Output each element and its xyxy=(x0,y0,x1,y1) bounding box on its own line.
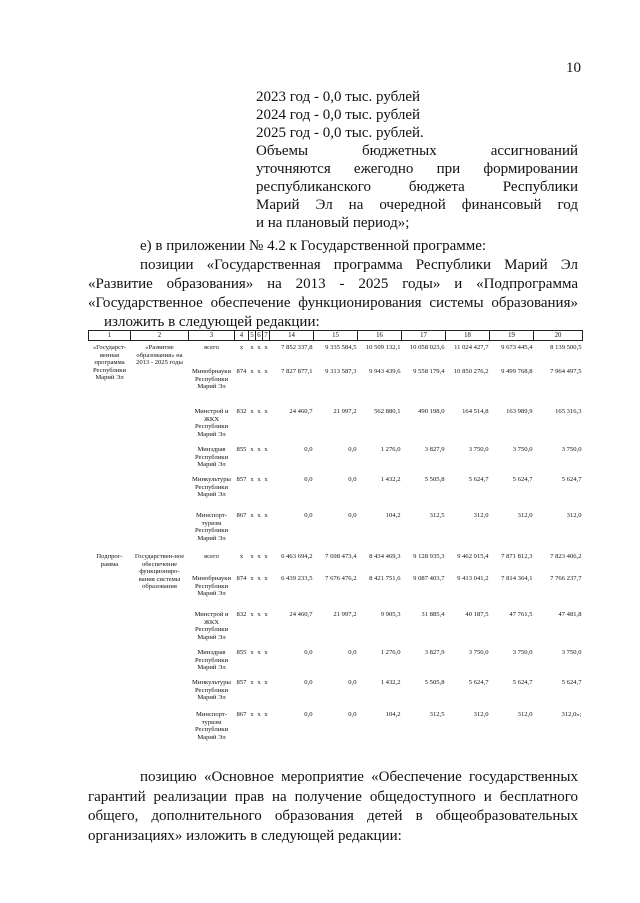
amount-cell: 164 514,8 xyxy=(462,408,489,415)
amount-cell: 8 434 469,3 xyxy=(369,553,401,560)
code-cell: х xyxy=(250,368,254,375)
code-cell: х xyxy=(264,408,268,415)
amount-cell: 3 750,0 xyxy=(561,446,582,453)
amount-cell: 104,2 xyxy=(385,512,401,519)
intro-line: е) в приложении № 4.2 к Государственной программе: xyxy=(140,238,487,254)
intro-paragraph xyxy=(88,237,578,332)
table-row xyxy=(89,553,583,575)
amount-cell: 1 432,2 xyxy=(380,476,401,483)
code-cell: 874 xyxy=(236,368,247,375)
amount-cell: 7 823 406,2 xyxy=(550,553,582,560)
amount-cell: 7 827 877,1 xyxy=(281,368,313,375)
program-name-cell: Государствен-ное обеспечение функциониро-вания системы образования xyxy=(134,553,185,591)
budget-note-line: Объемы бюджетных ассигнований xyxy=(256,143,578,159)
code-cell: х xyxy=(257,679,261,686)
amount-cell: 312,0 xyxy=(517,711,533,718)
code-cell: х xyxy=(250,649,254,656)
column-header: 1 xyxy=(89,331,131,341)
code-cell: х xyxy=(257,344,261,351)
responsible-cell: Минздрав Республики Марий Эл xyxy=(194,446,229,469)
responsible-cell: Минстрой и ЖКХ Республики Марий Эл xyxy=(194,611,229,641)
budget-line: 2023 год - 0,0 тыс. рублей xyxy=(256,89,421,105)
code-cell: 867 xyxy=(236,512,247,519)
amount-cell: 104,2 xyxy=(385,711,401,718)
amount-cell: 0,0 xyxy=(304,649,313,656)
amount-cell: 0,0 xyxy=(348,711,357,718)
code-cell: х xyxy=(257,611,261,618)
code-cell: х xyxy=(264,679,268,686)
code-cell: 874 xyxy=(236,575,247,582)
amount-cell: 1 432,2 xyxy=(380,679,401,686)
amount-cell: 5 624,7 xyxy=(561,679,582,686)
amount-cell: 5 505,8 xyxy=(424,476,445,483)
code-cell: х xyxy=(250,711,254,718)
code-cell: х xyxy=(257,408,261,415)
amount-cell: 7 871 812,3 xyxy=(501,553,533,560)
closing-paragraph xyxy=(88,768,578,846)
amount-cell: 9 499 768,8 xyxy=(501,368,533,375)
code-cell: х xyxy=(239,344,244,351)
amount-cell: 312,5 xyxy=(429,711,445,718)
closing-line: организациях» изложить в следующей редакции: xyxy=(88,827,402,844)
amount-cell: 0,0 xyxy=(348,649,357,656)
column-header: 16 xyxy=(358,331,402,341)
code-cell: х xyxy=(264,553,268,560)
page-number: 10 xyxy=(566,60,581,76)
amount-cell: 9 673 445,4 xyxy=(501,344,533,351)
code-cell: х xyxy=(264,649,268,656)
amount-cell: 312,0 xyxy=(566,512,582,519)
column-header: 3 xyxy=(189,331,235,341)
code-cell: х xyxy=(264,476,268,483)
column-header: 18 xyxy=(446,331,490,341)
code-cell: х xyxy=(250,553,254,560)
program-level-cell: Подпрог-рамма xyxy=(96,553,123,568)
code-cell: 867 xyxy=(236,711,247,718)
amount-cell: 7 814 364,1 xyxy=(501,575,533,582)
budget-years-block xyxy=(256,88,578,232)
amount-cell: 5 624,7 xyxy=(561,476,582,483)
column-header: 7 xyxy=(264,331,268,339)
amount-cell: 10 058 023,6 xyxy=(409,344,445,351)
amount-cell: 0,0 xyxy=(304,679,313,686)
amount-cell: 9 335 584,5 xyxy=(325,344,357,351)
amount-cell: 3 750,0 xyxy=(512,649,533,656)
code-cell: х xyxy=(257,649,261,656)
code-cell: х xyxy=(250,408,254,415)
code-cell: х xyxy=(264,711,268,718)
program-level-cell: «Государст-венная программа Республики Марий Эл xyxy=(92,344,127,382)
amount-cell: 9 313 587,3 xyxy=(325,368,357,375)
amount-cell: 1 276,0 xyxy=(380,649,401,656)
code-cell: х xyxy=(250,344,254,351)
amount-cell: 9 413 041,2 xyxy=(457,575,489,582)
amount-cell: 9 462 915,4 xyxy=(457,553,489,560)
amount-cell: 5 624,7 xyxy=(512,679,533,686)
amount-cell: 7 676 476,2 xyxy=(325,575,357,582)
closing-line: общего, дополнительного образования детей в общеобразовательных xyxy=(88,808,578,824)
amount-cell: 9 128 935,3 xyxy=(413,553,445,560)
responsible-cell: Минкультуры Республики Марий Эл xyxy=(192,476,231,499)
intro-line: позиции «Государственная программа Республики Марий Эл xyxy=(140,257,578,273)
budget-table xyxy=(88,330,582,755)
amount-cell: 3 827,9 xyxy=(424,649,445,656)
amount-cell: 5 505,8 xyxy=(424,679,445,686)
code-cell: х xyxy=(250,476,254,483)
budget-note-line: Марий Эл на очередной финансовый год xyxy=(256,197,578,213)
column-header: 2 xyxy=(131,331,189,341)
budget-line: 2024 год - 0,0 тыс. рублей xyxy=(256,107,421,123)
closing-line: гарантий реализации прав на получение общедоступного и бесплатного xyxy=(88,788,578,805)
amount-cell: 7 852 337,8 xyxy=(281,344,313,351)
code-cell: х xyxy=(250,575,254,582)
amount-cell: 7 964 497,5 xyxy=(550,368,582,375)
code-cell: х xyxy=(264,575,268,582)
amount-cell: 562 880,1 xyxy=(374,408,401,415)
program-name-cell: «Развитие образования» на 2013 - 2025 годы xyxy=(136,344,183,367)
intro-line: «Государственное обеспечение функционирования системы образования» xyxy=(88,295,578,311)
amount-cell: 312,5 xyxy=(429,512,445,519)
amount-cell: 10 850 276,2 xyxy=(453,368,489,375)
code-cell: х xyxy=(264,611,268,618)
amount-cell: 21 997,2 xyxy=(333,611,357,618)
amount-cell: 0,0 xyxy=(304,512,313,519)
code-cell: х xyxy=(250,611,254,618)
code-cell: х xyxy=(257,553,261,560)
amount-cell: 0,0 xyxy=(348,446,357,453)
amount-cell: 47 761,5 xyxy=(509,611,533,618)
amount-cell: 3 750,0 xyxy=(512,446,533,453)
amount-cell: 0,0 xyxy=(348,476,357,483)
code-cell: х xyxy=(257,711,261,718)
budget-note-line: и на плановый период»; xyxy=(256,215,410,231)
budget-line: 2025 год - 0,0 тыс. рублей. xyxy=(256,125,424,141)
code-cell: 832 xyxy=(236,611,247,618)
code-cell: х xyxy=(250,679,254,686)
responsible-cell: Минздрав Республики Марий Эл xyxy=(194,649,229,672)
amount-cell: 312,0 xyxy=(473,512,489,519)
code-cell: х xyxy=(257,575,261,582)
code-cell: х xyxy=(257,512,261,519)
amount-cell: 47 481,8 xyxy=(558,611,582,618)
column-header: 15 xyxy=(314,331,358,341)
intro-line: изложить в следующей редакции: xyxy=(104,314,320,330)
amount-cell: 0,0 xyxy=(348,512,357,519)
column-header: 6 xyxy=(257,331,261,339)
amount-cell: 9 943 439,6 xyxy=(369,368,401,375)
amount-cell: 312,0 xyxy=(473,711,489,718)
amount-cell: 8 421 751,6 xyxy=(369,575,401,582)
budget-note-line: республиканского бюджета Республики xyxy=(256,179,578,195)
code-cell: 832 xyxy=(236,408,247,415)
column-header: 17 xyxy=(402,331,446,341)
code-cell: х xyxy=(264,512,268,519)
amount-cell: 3 750,0 xyxy=(468,446,489,453)
responsible-cell: Минобрнауки Республики Марий Эл xyxy=(191,368,232,391)
code-cell: х xyxy=(250,512,254,519)
amount-cell: 11 024 427,7 xyxy=(454,344,489,351)
amount-cell: 9 905,3 xyxy=(380,611,401,618)
amount-cell: 6 439 233,5 xyxy=(281,575,313,582)
column-header: 4 xyxy=(235,331,249,341)
column-header: 19 xyxy=(490,331,534,341)
amount-cell: 312,0 xyxy=(517,512,533,519)
code-cell: х xyxy=(250,446,254,453)
code-cell: 857 xyxy=(236,679,247,686)
code-cell: х xyxy=(264,344,268,351)
code-cell: х xyxy=(239,553,244,560)
responsible-cell: Минспорт-туризм Республики Марий Эл xyxy=(194,711,229,741)
amount-cell: 7 698 473,4 xyxy=(325,553,357,560)
amount-cell: 0,0 xyxy=(304,446,313,453)
amount-cell: 3 750,0 xyxy=(561,649,582,656)
column-header: 5 xyxy=(250,331,254,339)
amount-cell: 9 558 179,4 xyxy=(413,368,445,375)
amount-cell: 163 989,9 xyxy=(506,408,533,415)
closing-line: позицию «Основное мероприятие «Обеспечение государственных xyxy=(140,769,578,785)
column-header: 14 xyxy=(270,331,314,341)
amount-cell: 10 509 132,1 xyxy=(365,344,401,351)
column-header: 20 xyxy=(534,331,583,341)
code-cell: х xyxy=(257,368,261,375)
code-cell: 855 xyxy=(236,446,247,453)
responsible-cell: всего xyxy=(204,344,219,351)
amount-cell: 1 276,0 xyxy=(380,446,401,453)
amount-cell: 24 460,7 xyxy=(289,611,313,618)
amount-cell: 6 463 694,2 xyxy=(281,553,313,560)
amount-cell: 5 624,7 xyxy=(468,679,489,686)
amount-cell: 31 885,4 xyxy=(421,611,445,618)
responsible-cell: Минкультуры Республики Марий Эл xyxy=(192,679,231,702)
code-cell: 855 xyxy=(236,649,247,656)
table-header-row xyxy=(89,331,583,341)
responsible-cell: Минобрнауки Республики Марий Эл xyxy=(191,575,232,598)
table-row xyxy=(89,344,583,368)
amount-cell: 490 198,0 xyxy=(418,408,445,415)
amount-cell: 21 997,2 xyxy=(333,408,357,415)
amount-cell: 0,0 xyxy=(348,679,357,686)
amount-cell: 3 827,9 xyxy=(424,446,445,453)
responsible-cell: всего xyxy=(204,553,219,560)
intro-line: «Развитие образования» на 2013 - 2025 годы» и «Подпрограмма xyxy=(88,276,578,292)
amount-cell: 5 624,7 xyxy=(468,476,489,483)
code-cell: х xyxy=(264,368,268,375)
amount-cell: 165 316,3 xyxy=(555,408,582,415)
amount-cell: 0,0 xyxy=(304,711,313,718)
amount-cell: 9 087 403,7 xyxy=(413,575,445,582)
amount-cell: 40 187,5 xyxy=(465,611,489,618)
amount-cell: 0,0 xyxy=(304,476,313,483)
code-cell: 857 xyxy=(236,476,247,483)
responsible-cell: Минстрой и ЖКХ Республики Марий Эл xyxy=(194,408,229,438)
amount-cell: 24 460,7 xyxy=(289,408,313,415)
amount-cell: 312,0»; xyxy=(561,711,582,718)
code-cell: х xyxy=(257,446,261,453)
budget-note-line: уточняются ежегодно при формировании xyxy=(256,161,578,177)
code-cell: х xyxy=(257,476,261,483)
amount-cell: 7 766 237,7 xyxy=(550,575,582,582)
amount-cell: 8 139 500,5 xyxy=(550,344,582,351)
code-cell: х xyxy=(264,446,268,453)
responsible-cell: Минспорт-туризм Республики Марий Эл xyxy=(194,512,229,542)
amount-cell: 3 750,0 xyxy=(468,649,489,656)
amount-cell: 5 624,7 xyxy=(512,476,533,483)
